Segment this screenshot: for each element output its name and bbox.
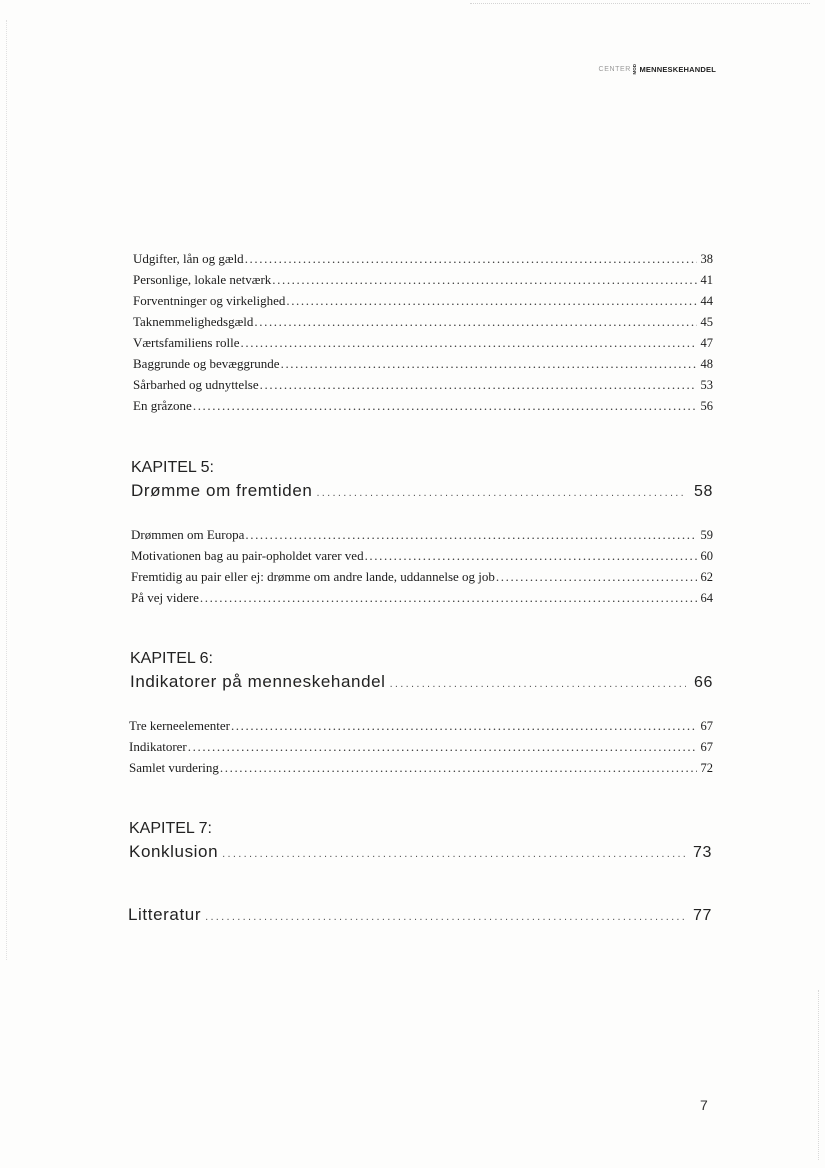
toc-leader-dots bbox=[231, 717, 697, 735]
toc-leader-dots bbox=[245, 250, 697, 268]
toc-entry-title: Sårbarhed og udnyttelse bbox=[133, 377, 259, 392]
toc-entry-page: 48 bbox=[700, 357, 713, 371]
toc-entry-title: På vej videre bbox=[131, 590, 199, 605]
toc-leader-dots bbox=[281, 355, 697, 373]
toc-leader-dots bbox=[193, 397, 697, 415]
chapter-title: Drømme om fremtiden bbox=[131, 481, 313, 500]
literature-title: Litteratur bbox=[128, 905, 202, 924]
toc-leader-dots bbox=[272, 271, 696, 289]
toc-leader-dots bbox=[241, 334, 697, 352]
toc-entry-title: Taknemmelighedsgæld bbox=[133, 314, 254, 329]
scan-edge-left bbox=[6, 20, 7, 960]
chapter-page: 73 bbox=[693, 844, 712, 861]
literature-page: 77 bbox=[693, 907, 712, 924]
toc-entry[interactable] bbox=[133, 397, 713, 415]
toc-entry-page: 45 bbox=[700, 315, 713, 329]
toc-entry-page: 60 bbox=[700, 549, 713, 563]
scan-edge-right bbox=[818, 990, 819, 1160]
chapter-page: 66 bbox=[694, 674, 713, 691]
toc-entry-title: Fremtidig au pair eller ej: drømme om andre lande, uddannelse og job bbox=[131, 569, 495, 584]
page-number: 7 bbox=[700, 1097, 708, 1113]
toc-entry-page: 53 bbox=[700, 378, 713, 392]
toc-leader-dots bbox=[254, 313, 696, 331]
toc-leader-dots bbox=[222, 848, 685, 860]
toc-entry-title: En gråzone bbox=[133, 398, 192, 413]
publisher-header bbox=[599, 64, 716, 75]
toc-entry-title: Motivationen bag au pair-opholdet varer ved bbox=[131, 548, 364, 563]
header-mod: MOD bbox=[631, 64, 637, 75]
toc-leader-dots bbox=[260, 376, 697, 394]
toc-entry-page: 72 bbox=[700, 761, 713, 775]
toc-entry-title: Værtsfamiliens rolle bbox=[133, 335, 240, 350]
chapter-title: Indikatorer på menneskehandel bbox=[130, 672, 386, 691]
toc-leader-dots bbox=[200, 589, 697, 607]
chapter-page: 58 bbox=[694, 483, 713, 500]
toc-leader-dots bbox=[220, 759, 697, 777]
toc-entry[interactable] bbox=[131, 526, 713, 544]
toc-entry[interactable] bbox=[131, 589, 713, 607]
toc-entry[interactable] bbox=[133, 250, 713, 268]
toc-entry-page: 67 bbox=[700, 719, 713, 733]
toc-entry[interactable] bbox=[131, 547, 713, 565]
toc-entry[interactable] bbox=[133, 271, 713, 289]
toc-entry-title: Indikatorer bbox=[129, 739, 187, 754]
chapter-heading[interactable] bbox=[130, 672, 713, 692]
toc-entry[interactable] bbox=[133, 334, 713, 352]
chapter-label: KAPITEL 7: bbox=[129, 820, 212, 837]
chapter-title: Konklusion bbox=[129, 842, 219, 861]
toc-entry[interactable] bbox=[133, 355, 713, 373]
toc-entry-page: 47 bbox=[700, 336, 713, 350]
toc-entry-page: 67 bbox=[700, 740, 713, 754]
chapter-label: KAPITEL 6: bbox=[130, 650, 213, 667]
toc-entry[interactable] bbox=[129, 717, 713, 735]
toc-entry-title: Tre kerneelementer bbox=[129, 718, 230, 733]
toc-leader-dots bbox=[245, 526, 696, 544]
toc-entry-page: 38 bbox=[700, 252, 713, 266]
toc-entry-title: Udgifter, lån og gæld bbox=[133, 251, 244, 266]
toc-entry-page: 41 bbox=[700, 273, 713, 287]
toc-leader-dots bbox=[286, 292, 696, 310]
chapter-label: KAPITEL 5: bbox=[131, 459, 214, 476]
toc-leader-dots bbox=[205, 911, 685, 923]
chapter-heading[interactable] bbox=[129, 842, 712, 862]
toc-leader-dots bbox=[496, 568, 697, 586]
header-center: CENTER bbox=[598, 65, 631, 73]
toc-entry-page: 56 bbox=[700, 399, 713, 413]
chapter-heading[interactable] bbox=[131, 481, 713, 501]
header-name: MENNESKEHANDEL bbox=[639, 64, 716, 74]
toc-leader-dots bbox=[365, 547, 697, 565]
toc-leader-dots bbox=[188, 738, 697, 756]
toc-entry[interactable] bbox=[129, 759, 713, 777]
literature-heading[interactable] bbox=[128, 905, 712, 925]
toc-entry[interactable] bbox=[129, 738, 713, 756]
toc-leader-dots bbox=[316, 487, 686, 499]
toc-entry[interactable] bbox=[133, 313, 713, 331]
toc-leader-dots bbox=[390, 678, 686, 690]
toc-entry-page: 64 bbox=[700, 591, 713, 605]
toc-entry[interactable] bbox=[133, 292, 713, 310]
toc-entry-page: 44 bbox=[700, 294, 713, 308]
scan-edge-top bbox=[470, 3, 810, 4]
toc-entry-title: Personlige, lokale netværk bbox=[133, 272, 272, 287]
toc-entry-title: Baggrunde og bevæggrunde bbox=[133, 356, 280, 371]
toc-entry-page: 59 bbox=[700, 528, 713, 542]
toc-entry[interactable] bbox=[131, 568, 713, 586]
toc-entry-title: Forventninger og virkelighed bbox=[133, 293, 286, 308]
toc-entry-page: 62 bbox=[700, 570, 713, 584]
toc-entry[interactable] bbox=[133, 376, 713, 394]
toc-entry-title: Samlet vurdering bbox=[129, 760, 219, 775]
toc-entry-title: Drømmen om Europa bbox=[131, 527, 245, 542]
